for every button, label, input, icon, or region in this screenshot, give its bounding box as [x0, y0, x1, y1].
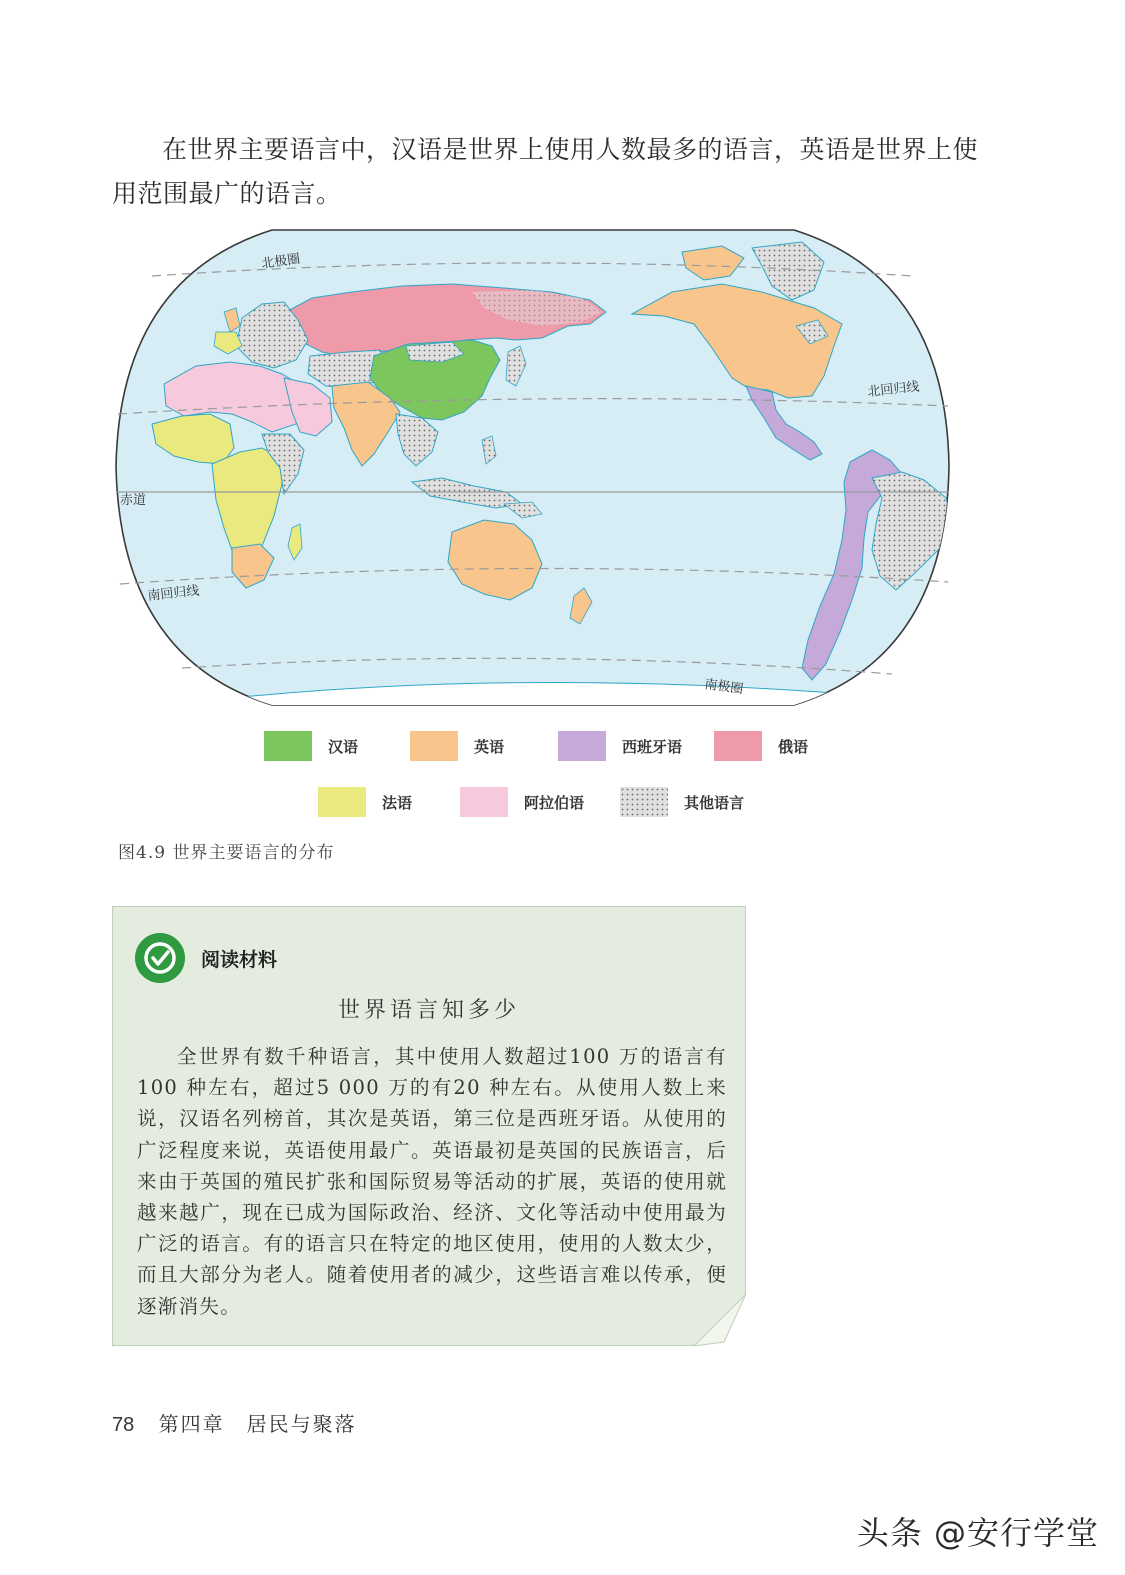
legend-item-spanish	[558, 730, 682, 762]
legend-swatch-chinese	[264, 731, 312, 761]
legend-label: 阿拉伯语	[524, 793, 585, 812]
legend-swatch-english	[410, 731, 458, 761]
reading-material-box	[112, 906, 746, 1346]
legend-swatch-arabic	[460, 787, 508, 817]
legend-swatch-other	[620, 787, 668, 817]
chapter-title: 第四章 居民与聚落	[158, 1412, 357, 1436]
reading-header-label: 阅读材料	[201, 948, 278, 971]
legend-swatch-russian	[714, 731, 762, 761]
label-tropic-north: 北回归线	[866, 379, 921, 400]
reading-check-icon	[135, 933, 185, 983]
legend-item-arabic	[460, 786, 584, 818]
label-arctic-circle: 北极圈	[260, 251, 302, 272]
label-equator: 赤道	[120, 493, 147, 508]
legend-label: 俄语	[778, 737, 809, 756]
legend-label: 法语	[382, 793, 413, 812]
legend-item-french	[318, 786, 412, 818]
legend-label: 汉语	[328, 737, 359, 756]
reading-body: 全世界有数千种语言，其中使用人数超过100 万的语言有100 种左右，超过5 000 万的有20 种左右。从使用人数上来说，汉语名列榜首，其次是英语，第三位是西班牙语。从使用的广泛程度来说，英语使用最广。英语最初是英国的民族语言，后来由于英国的殖民扩张和国际贸易等活动的扩展，英语的使用就越来越广，现在已成为国际政治、经济、文化等活动中使用最为广泛的语言。有的语言只在特定的地区使用，使用的人数太少，而且大部分为老人。随着使用者的减少，这些语言难以传承，便逐渐消失。	[137, 1045, 727, 1318]
page-number: 78	[112, 1414, 135, 1436]
legend-label: 西班牙语	[622, 737, 683, 756]
legend-label: 英语	[474, 737, 505, 756]
reading-header	[135, 933, 277, 983]
legend-item-chinese	[264, 730, 358, 762]
legend-item-russian	[714, 730, 808, 762]
watermark: 头条 @安行学堂	[856, 1514, 1099, 1552]
intro-paragraph: 在世界主要语言中，汉语是世界上使用人数最多的语言，英语是世界上使用范围最广的语言。	[112, 135, 979, 208]
legend-label: 其他语言	[684, 793, 745, 812]
reading-title: 世界语言知多少	[337, 998, 520, 1023]
figure-caption: 图4.9 世界主要语言的分布	[118, 843, 335, 863]
legend-swatch-french	[318, 787, 366, 817]
world-language-map	[112, 228, 954, 708]
label-tropic-south: 南回归线	[146, 583, 201, 604]
legend-item-english	[410, 730, 504, 762]
legend-item-other	[620, 786, 744, 818]
label-antarctic-circle: 南极圈	[703, 677, 745, 698]
page-footer	[112, 1408, 357, 1437]
legend-swatch-spanish	[558, 731, 606, 761]
